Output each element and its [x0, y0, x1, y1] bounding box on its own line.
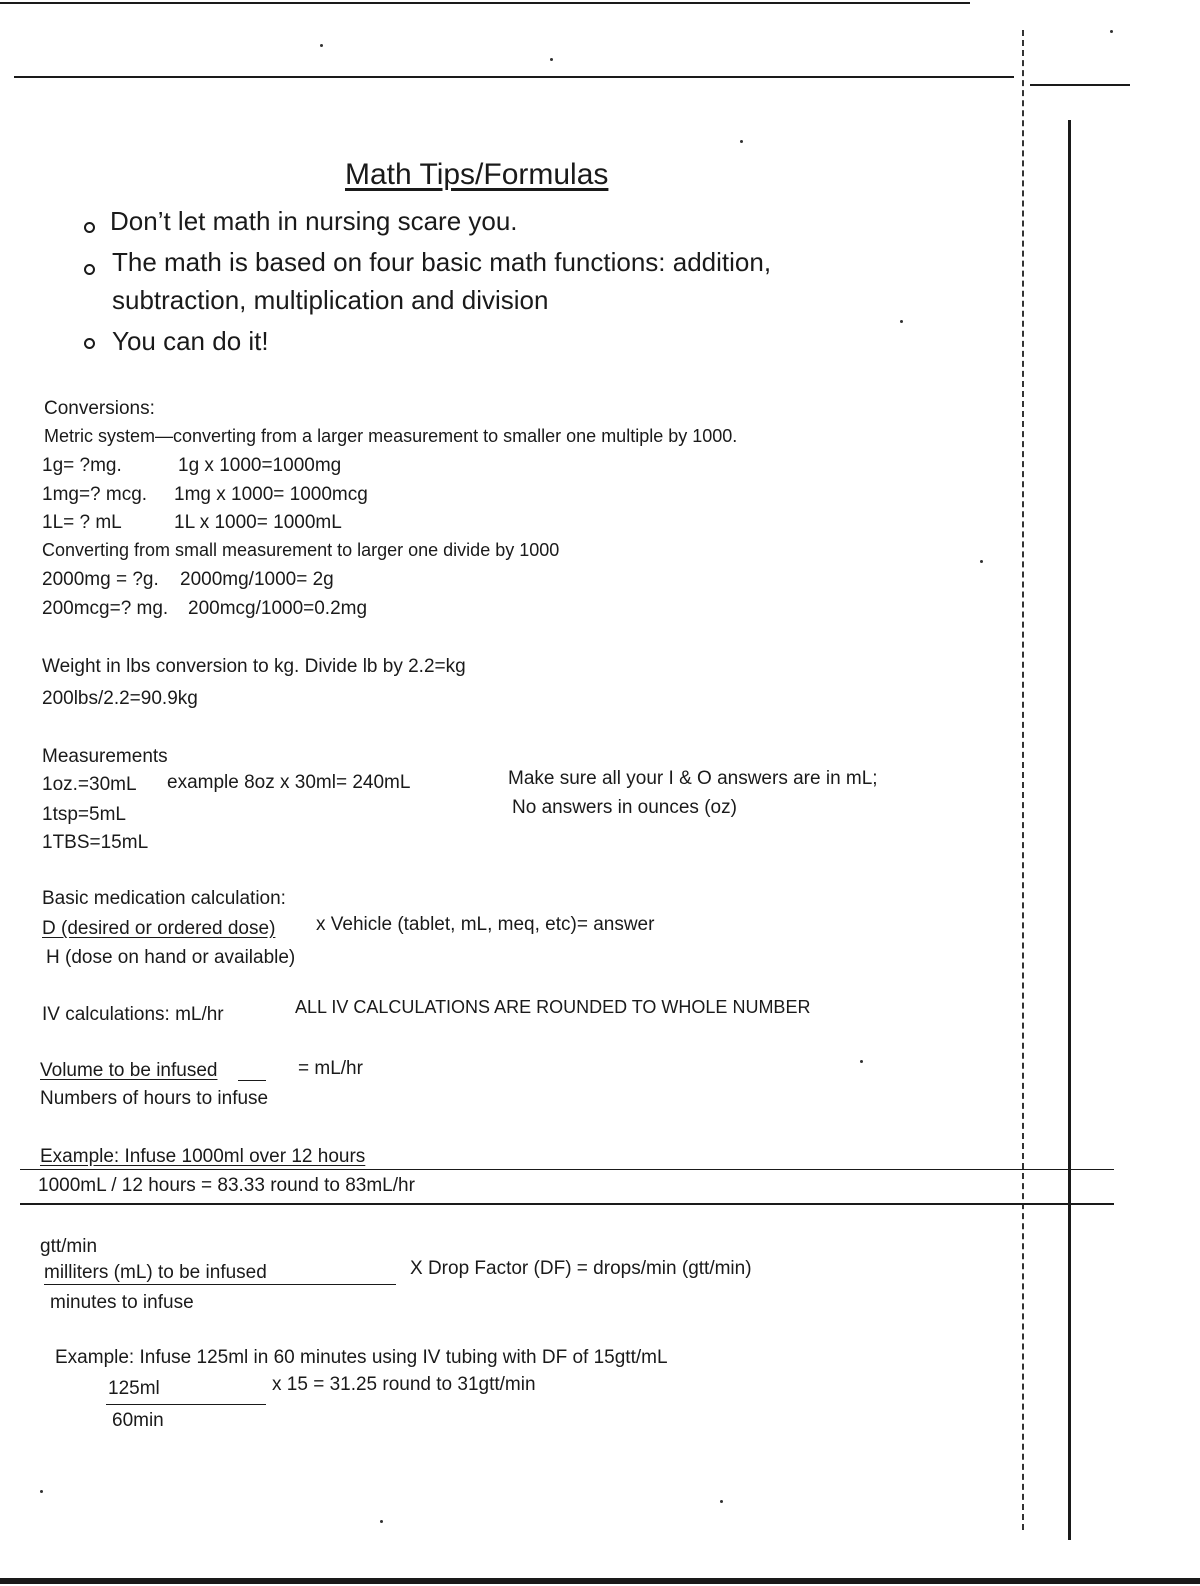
fraction-numerator: Volume to be infused	[40, 1060, 218, 1081]
conversion-answer: 2000mg/1000= 2g	[180, 569, 334, 590]
oz-conversion: 1oz.=30mL	[42, 774, 137, 795]
bullet-item-continued: subtraction, multiplication and division	[112, 285, 549, 315]
fraction-multiplier: x Vehicle (tablet, mL, meq, etc)= answer	[316, 914, 655, 935]
example-rule-line	[20, 1203, 1114, 1205]
fraction-denominator: 60min	[112, 1410, 164, 1431]
iv-result: = mL/hr	[298, 1058, 363, 1079]
scan-speck	[980, 560, 983, 563]
scan-speck	[860, 1060, 863, 1063]
conversion-question: 2000mg = ?g.	[42, 569, 159, 590]
conversion-question: 1mg=? mcg.	[42, 484, 148, 505]
gtt-heading: gtt/min	[40, 1236, 98, 1257]
scan-speck	[1110, 30, 1113, 33]
right-margin-dashed-line	[1022, 30, 1024, 1530]
conversion-answer: 1L x 1000= 1000mL	[174, 512, 342, 533]
fraction-numerator: 125ml	[108, 1378, 160, 1399]
bullet-item: The math is based on four basic math functions: addition,	[112, 247, 772, 277]
bullet-icon	[84, 264, 95, 275]
tbs-conversion: 1TBS=15mL	[42, 832, 149, 853]
fraction-bar	[238, 1080, 266, 1081]
basic-calc-heading: Basic medication calculation:	[42, 888, 286, 909]
fraction-numerator: D (desired or ordered dose)	[42, 918, 276, 939]
scan-speck	[740, 140, 743, 143]
scan-speck	[320, 44, 323, 47]
right-margin-line	[1068, 120, 1071, 1540]
header-rule-line	[14, 76, 1014, 78]
bullet-icon	[84, 338, 95, 349]
scan-speck	[40, 1490, 43, 1493]
weight-rule: Weight in lbs conversion to kg. Divide lb by 2.2=kg	[42, 656, 466, 677]
bullet-item: Don’t let math in nursing scare you.	[110, 206, 518, 236]
fraction-multiplier: X Drop Factor (DF) = drops/min (gtt/min)	[410, 1258, 752, 1279]
fraction-denominator: Numbers of hours to infuse	[40, 1088, 269, 1109]
scan-speck	[380, 1520, 383, 1523]
oz-example: example 8oz x 30ml= 240mL	[167, 772, 411, 793]
io-note: Make sure all your I & O answers are in mL;	[508, 768, 878, 789]
small-to-large-intro: Converting from small measurement to larger one divide by 1000	[42, 540, 560, 560]
conversions-heading: Conversions:	[44, 398, 155, 419]
conversion-answer: 1g x 1000=1000mg	[178, 455, 342, 476]
scan-speck	[720, 1500, 723, 1503]
io-note: No answers in ounces (oz)	[512, 797, 737, 818]
conversion-question: 200mcg=? mg.	[42, 598, 169, 619]
header-rule-right	[1030, 84, 1130, 86]
conversion-answer: 200mcg/1000=0.2mg	[188, 598, 368, 619]
fraction-denominator: minutes to infuse	[50, 1292, 194, 1313]
example-rule-line	[20, 1169, 1114, 1170]
iv-rounding-note: ALL IV CALCULATIONS ARE ROUNDED TO WHOLE NUMBER	[295, 997, 811, 1017]
iv-heading: IV calculations: mL/hr	[42, 1004, 224, 1025]
conversion-answer: 1mg x 1000= 1000mcg	[174, 484, 368, 505]
bottom-border-line	[0, 1578, 1200, 1584]
scan-speck	[900, 320, 903, 323]
bullet-item: You can do it!	[112, 326, 269, 356]
gtt-example: Example: Infuse 125ml in 60 minutes using IV tubing with DF of 15gtt/mL	[55, 1347, 668, 1368]
gtt-example-calc: x 15 = 31.25 round to 31gtt/min	[272, 1374, 536, 1395]
fraction-numerator: milliters (mL) to be infused	[44, 1262, 267, 1283]
fraction-bar	[44, 1284, 396, 1285]
metric-intro: Metric system—converting from a larger measurement to smaller one multiple by 1000.	[44, 426, 738, 446]
conversion-question: 1g= ?mg.	[42, 455, 122, 476]
measurements-heading: Measurements	[42, 746, 168, 767]
fraction-denominator: H (dose on hand or available)	[46, 947, 296, 968]
conversion-question: 1L= ? mL	[42, 512, 122, 533]
iv-example-calc: 1000mL / 12 hours = 83.33 round to 83mL/hr	[38, 1175, 415, 1196]
weight-example: 200lbs/2.2=90.9kg	[42, 688, 198, 709]
bullet-icon	[84, 222, 95, 233]
iv-example-label: Example: Infuse 1000ml over 12 hours	[40, 1146, 366, 1167]
scan-speck	[550, 58, 553, 61]
page-title: Math Tips/Formulas	[345, 158, 609, 191]
fraction-bar	[106, 1404, 266, 1405]
tsp-conversion: 1tsp=5mL	[42, 804, 126, 825]
top-border-line	[0, 2, 970, 4]
